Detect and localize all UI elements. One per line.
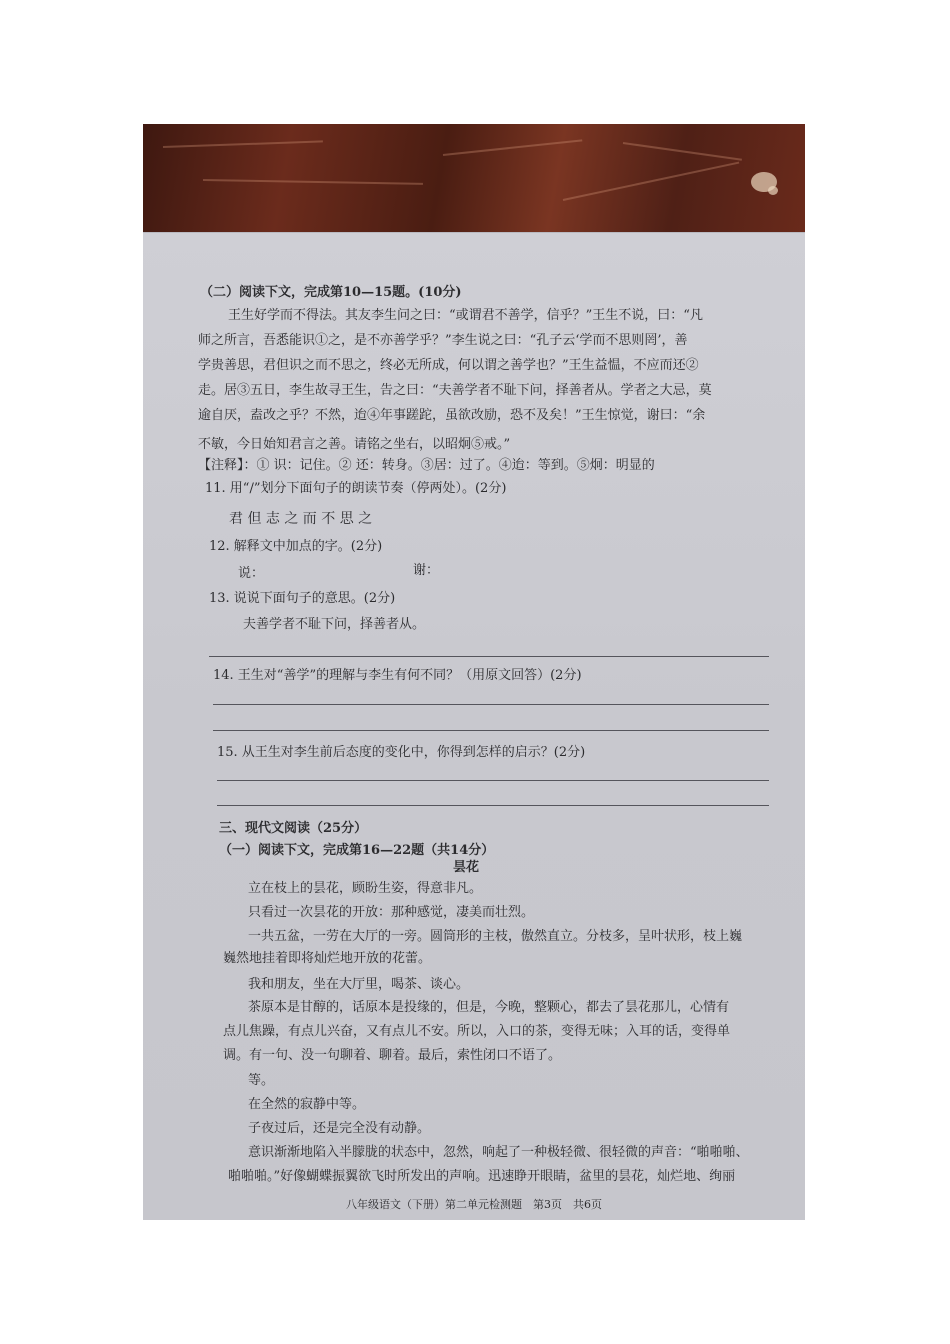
essay-line: 一共五盆，一劳在大厅的一旁。圆筒形的主枝，傲然直立。分枝多，呈叶状形，枝上巍 <box>248 929 743 944</box>
section3-subheading: （一）阅读下文，完成第16—22题（共14分） <box>219 843 495 858</box>
question-11-sentence: 君 但 志 之 而 不 思 之 <box>229 511 373 527</box>
passage-line: 学贵善思，君但识之而不思之，终必无所成，何以谓之善学也？”王生益愠，不应而还② <box>198 358 699 373</box>
essay-line: 只看过一次昙花的开放：那种感觉，凄美而壮烈。 <box>248 905 535 920</box>
question-12-word-b: 谢： <box>413 563 440 578</box>
essay-line: 调。有一句、没一句聊着、聊着。最后，索性闭口不语了。 <box>223 1048 562 1063</box>
passage-line: 王生好学而不得法。其友李生问之曰：“或谓君不善学，信乎？”王生不说，曰：“凡 <box>228 308 703 323</box>
question-11: 11. 用“/”划分下面句子的朗读节奏（停两处）。(2分) <box>205 481 507 496</box>
notes: 【注释】：① 识：记住。② 还：转身。③居：过了。④迨：等到。⑤炯：明显的 <box>198 458 655 473</box>
answer-line <box>217 805 769 806</box>
answer-line <box>209 656 769 657</box>
essay-title: 昙花 <box>453 860 480 875</box>
essay-line: 茶原本是甘醇的，话原本是投缘的，但是，今晚，整颗心，都去了昙花那儿，心情有 <box>248 1000 730 1015</box>
passage-line: 逾自厌，盍改之乎？不然，迨④年事蹉跎，虽欲改励，恐不及矣！”王生惊觉，谢曰：“余 <box>198 408 706 423</box>
section2-heading: （二）阅读下文，完成第10—15题。(10分) <box>200 285 462 300</box>
question-14: 14. 王生对“善学”的理解与李生有何不同？（用原文回答）(2分) <box>213 668 582 683</box>
essay-line: 立在枝上的昙花，顾盼生姿，得意非凡。 <box>248 881 483 896</box>
passage-line: 走。居③五日，李生故寻王生，告之曰：“夫善学者不耻下问，择善者从。学者之大忌，莫 <box>198 383 712 398</box>
essay-line: 子夜过后，还是完全没有动静。 <box>248 1121 431 1136</box>
question-12: 12. 解释文中加点的字。(2分) <box>209 539 383 554</box>
exam-page <box>143 232 805 1220</box>
question-13-sentence: 夫善学者不耻下问，择善者从。 <box>243 617 426 632</box>
passage-line: 不敏，今日始知君言之善。请铭之坐右，以昭炯⑤戒。” <box>198 437 511 452</box>
document-photo <box>143 124 805 1220</box>
answer-line <box>213 704 769 705</box>
essay-line: 啪啪啪。”好像蝴蝶振翼欲飞时所发出的声响。迅速睁开眼睛，盆里的昙花，灿烂地、绚丽 <box>228 1169 736 1184</box>
question-12-word-a: 说： <box>238 566 265 581</box>
desk-surface <box>143 124 805 237</box>
answer-line <box>213 730 769 731</box>
essay-line: 巍然地挂着即将灿烂地开放的花蕾。 <box>223 951 432 966</box>
essay-line: 在全然的寂静中等。 <box>248 1097 366 1112</box>
essay-line: 点儿焦躁，有点儿兴奋，又有点儿不安。所以，入口的茶，变得无味；入耳的话，变得单 <box>223 1024 731 1039</box>
passage-line: 师之所言，吾悉能识①之，是不亦善学乎？”李生说之曰：“孔子云‘学而不思则罔’，善 <box>198 333 688 348</box>
essay-line: 等。 <box>248 1073 275 1088</box>
answer-line <box>217 780 769 781</box>
essay-line: 意识渐渐地陷入半朦胧的状态中，忽然，响起了一种极轻微、很轻微的声音：“啪啪啪、 <box>248 1145 749 1160</box>
essay-line: 我和朋友，坐在大厅里，喝茶、谈心。 <box>248 977 470 992</box>
question-13: 13. 说说下面句子的意思。(2分) <box>209 591 396 606</box>
question-15: 15. 从王生对李生前后态度的变化中，你得到怎样的启示？(2分) <box>217 745 586 760</box>
section3-heading: 三、现代文阅读（25分） <box>219 821 368 836</box>
page-footer: 八年级语文（下册）第二单元检测题 第3页 共6页 <box>346 1198 602 1211</box>
